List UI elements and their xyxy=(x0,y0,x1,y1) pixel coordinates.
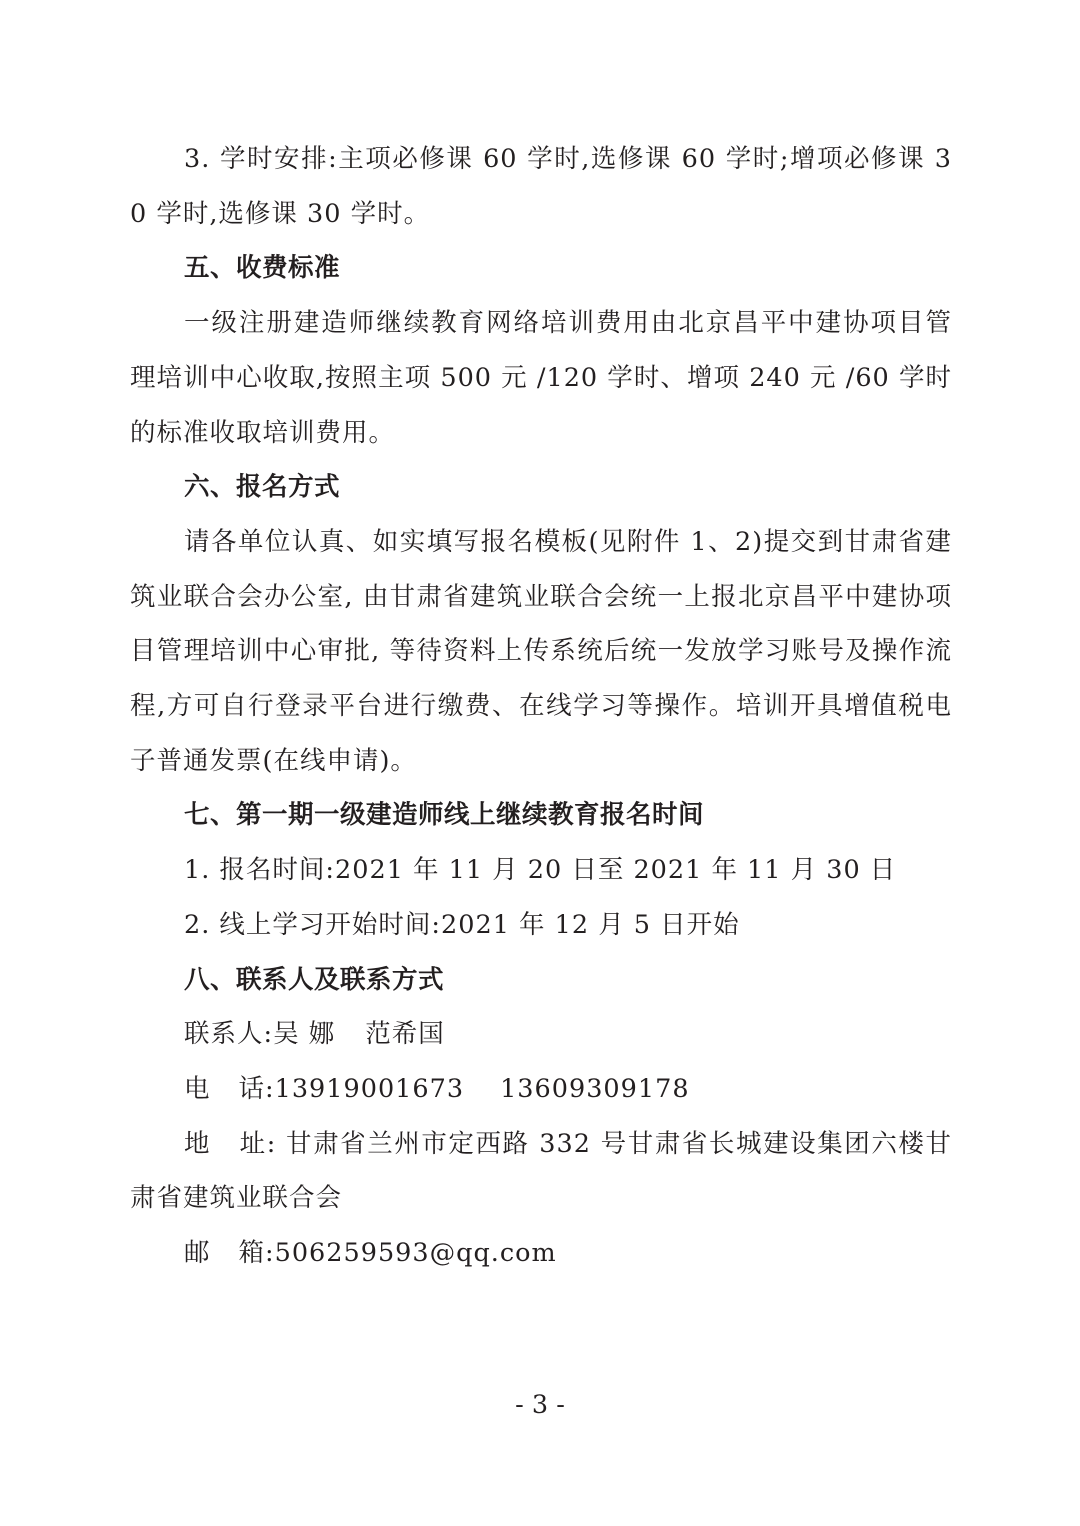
email-address: 506259593@qq.com xyxy=(274,1238,557,1269)
phone-line xyxy=(130,1062,952,1117)
heading-contacts: 八、联系人及联系方式 xyxy=(184,964,445,995)
contact-name-2: 范希国 xyxy=(365,1019,445,1050)
contact-label: 联系人: xyxy=(184,1019,274,1050)
document-page xyxy=(130,132,952,1281)
email-line xyxy=(130,1226,952,1281)
contact-line xyxy=(130,1007,952,1062)
phone-label-1: 电 xyxy=(184,1073,211,1104)
address-label-2: 址: xyxy=(239,1128,277,1159)
heading-fee-standard: 五、收费标准 xyxy=(184,253,341,284)
heading-signup-method: 六、报名方式 xyxy=(184,472,341,503)
paragraph-signup: 请各单位认真、如实填写报名模板(见附件 1、2)提交到甘肃省建筑业联合会办公室, 由甘肃省建筑业联合会统一上报北京昌平中建协项目管理培训中心审批, 等待资料上传系统后统一发放学习账号及操作流程,方可自行登录平台进行缴费、在线学习等操作。培训开具增值税电子普通发票(在线申请)。 xyxy=(130,526,952,776)
address-label-1: 地 xyxy=(184,1128,212,1159)
heading-signup-time: 七、第一期一级建造师线上继续教育报名时间 xyxy=(184,800,705,831)
page-number: - 3 - xyxy=(515,1390,565,1420)
phone-label-2: 话: xyxy=(238,1073,275,1104)
paragraph-signup-time: 1. 报名时间:2021 年 11 月 20 日至 2021 年 11 月 30 日 xyxy=(184,855,897,886)
address-text: 甘肃省兰州市定西路 332 号甘肃省长城建设集团六楼甘肃省建筑业联合会 xyxy=(130,1128,952,1214)
address-line xyxy=(130,1117,952,1226)
email-label-2: 箱: xyxy=(238,1238,275,1269)
paragraph-hours: 3. 学时安排:主项必修课 60 学时,选修课 60 学时;增项必修课 30 学时,选修课 30 学时。 xyxy=(130,144,952,229)
phone-number-1: 13919001673 xyxy=(274,1073,465,1104)
contact-name-1: 吴 娜 xyxy=(273,1019,336,1050)
paragraph-fee: 一级注册建造师继续教育网络培训费用由北京昌平中建协项目管理培训中心收取,按照主项 500 元 /120 学时、增项 240 元 /60 学时的标准收取培训费用。 xyxy=(130,308,952,448)
paragraph-study-start: 2. 线上学习开始时间:2021 年 12 月 5 日开始 xyxy=(184,909,740,940)
email-label-1: 邮 xyxy=(184,1238,211,1269)
phone-number-2: 13609309178 xyxy=(500,1073,690,1104)
